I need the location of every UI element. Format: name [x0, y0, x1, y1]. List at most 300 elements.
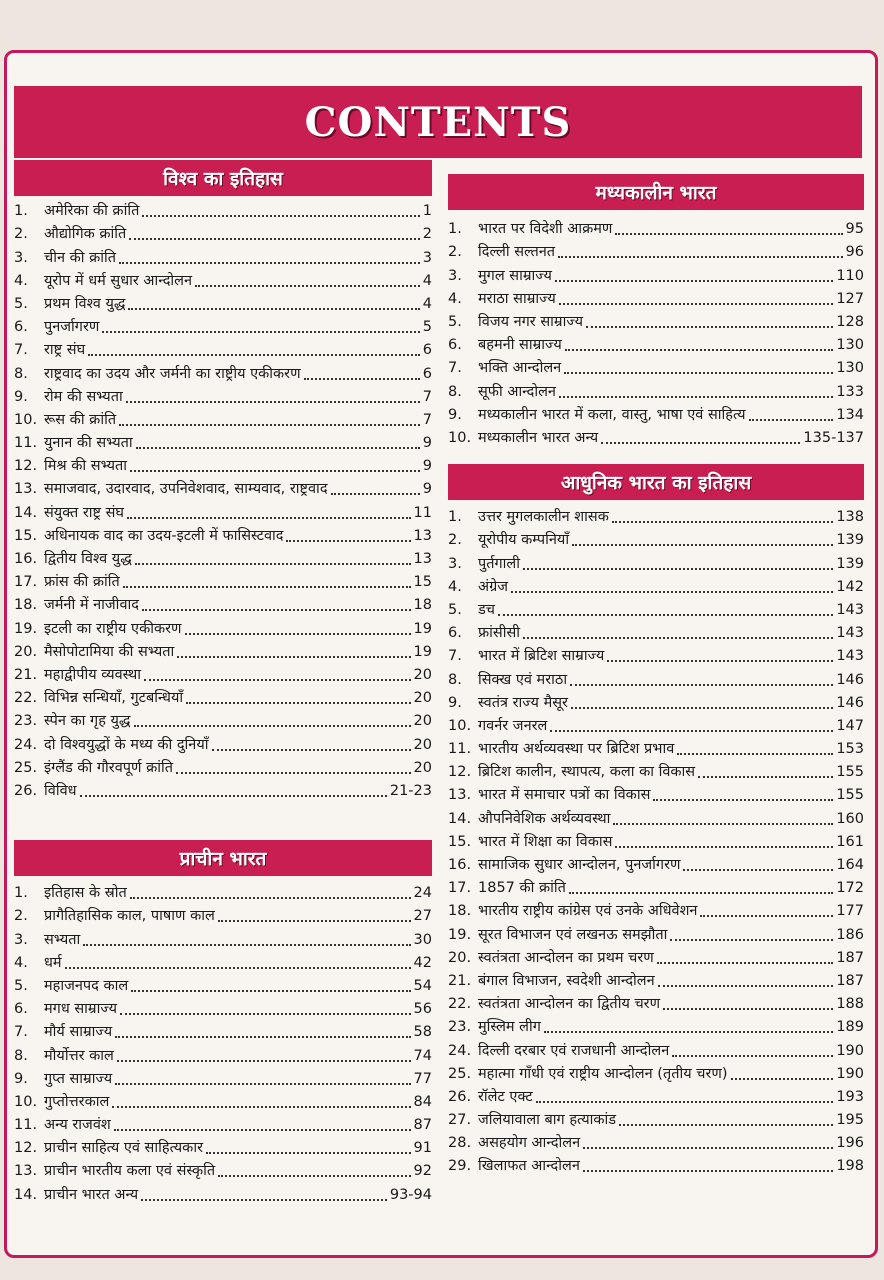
entry-page: 9 [422, 435, 432, 452]
entry-page: 130 [836, 337, 864, 354]
entry-number: 19. [14, 620, 38, 637]
entry-title: गुप्त साम्राज्य [44, 1070, 113, 1087]
entry-page: 127 [836, 290, 864, 307]
entry-number: 13. [14, 1163, 38, 1180]
entry-page: 187 [836, 972, 864, 989]
entry-number: 9. [448, 406, 462, 423]
dot-leader [120, 1013, 410, 1015]
entry-number: 8. [14, 1047, 28, 1064]
entry-title: भारत पर विदेशी आक्रमण [478, 221, 613, 238]
dot-leader [583, 1147, 833, 1149]
dot-leader [536, 1101, 834, 1103]
entry-number: 22. [14, 690, 38, 707]
entry-page: 77 [413, 1070, 432, 1087]
entry-page: 142 [836, 578, 864, 595]
entry-title: दिल्ली दरबार एवं राजधानी आन्दोलन [478, 1042, 670, 1059]
entry-page: 146 [836, 694, 864, 711]
toc-entry [14, 952, 432, 975]
toc-entry [14, 687, 432, 710]
entry-title: संयुक्त राष्ट्र संघ [44, 504, 124, 521]
entry-page: 146 [836, 671, 864, 688]
entry-title: मौर्य साम्राज्य [44, 1024, 113, 1041]
entry-number: 11. [448, 741, 472, 758]
entry-number: 1. [448, 509, 462, 526]
entry-title: बहमनी साम्राज्य [478, 337, 562, 354]
entry-page: 9 [422, 481, 432, 498]
toc-entry [448, 1039, 864, 1062]
entry-title: पुनर्जागरण [44, 319, 100, 336]
entry-title: रोम की सभ्यता [44, 388, 123, 405]
toc-entry [448, 334, 864, 357]
entry-number: 16. [448, 857, 472, 873]
entry-title: फ्रांसीसी [478, 625, 521, 642]
entry-title: प्रागैतिहासिक काल, पाषाण काल [44, 908, 215, 925]
entry-page: 21-23 [389, 782, 432, 799]
entry-number: 10. [448, 717, 472, 734]
dot-leader [127, 517, 411, 519]
entry-number: 1. [448, 221, 462, 238]
entry-title: मिश्र की सभ्यता [44, 458, 128, 475]
dot-leader [700, 915, 833, 917]
toc-entry [14, 386, 432, 409]
entry-number: 10. [14, 411, 38, 428]
entry-number: 12. [14, 458, 38, 475]
entry-title: समाजवाद, उदारवाद, उपनिवेशवाद, साम्यवाद, राष्ट्रवाद [44, 481, 328, 498]
entry-title: ब्रिटिश कालीन, स्थापत्य, कला का विकास [478, 764, 696, 781]
entry-page: 6 [422, 342, 432, 359]
dot-leader [126, 401, 420, 403]
contents-banner [14, 86, 862, 158]
entry-number: 7. [14, 1024, 28, 1041]
dot-leader [129, 238, 419, 240]
entry-page: 13 [413, 527, 432, 544]
dot-leader [544, 1031, 833, 1033]
dot-leader [658, 985, 834, 987]
entry-number: 2. [14, 908, 28, 925]
dot-leader [195, 285, 420, 287]
dot-leader [565, 349, 834, 351]
entry-page: 188 [836, 996, 864, 1013]
entry-page: 54 [413, 977, 432, 994]
entry-title: विभिन्न सन्धियाँ, गुटबन्धियाँ [44, 690, 184, 707]
toc-entry [14, 641, 432, 664]
entry-title: मराठा साम्राज्य [478, 290, 556, 307]
entry-page: 4 [422, 272, 432, 289]
entry-title: गवर्नर जनरल [478, 717, 548, 734]
entry-page: 93-94 [389, 1186, 432, 1203]
entry-number: 12. [448, 764, 472, 781]
entry-title: द्वितीय विश्व युद्ध [44, 551, 132, 567]
entry-page: 160 [836, 810, 864, 827]
entry-page: 172 [836, 880, 864, 897]
entry-number: 15. [14, 527, 38, 544]
toc-entry [14, 200, 432, 223]
entry-title: विविध [44, 782, 77, 799]
entry-title: रूस की क्रांति [44, 411, 117, 428]
dot-leader [176, 772, 411, 774]
toc-entry [14, 1044, 432, 1067]
entry-page: 20 [413, 666, 432, 683]
entry-page: 30 [413, 931, 432, 948]
entry-page: 20 [413, 736, 432, 753]
toc-entry [14, 975, 432, 998]
entry-title: 1857 की क्रांति [478, 880, 566, 897]
entry-number: 3. [14, 931, 28, 948]
entry-page: 164 [836, 857, 864, 873]
entry-number: 10. [448, 429, 472, 446]
toc-entry [14, 501, 432, 524]
section-items-medieval-india [448, 218, 864, 450]
dot-leader [212, 749, 411, 751]
toc-entry [14, 733, 432, 756]
entry-title: यूरोपीय कम्पनियाँ [478, 532, 570, 549]
dot-leader [523, 637, 833, 639]
entry-number: 23. [14, 713, 38, 730]
entry-number: 21. [14, 666, 38, 683]
entry-page: 11 [413, 504, 432, 521]
dot-leader [569, 892, 833, 894]
entry-title: जलियावाला बाग हत्याकांड [478, 1112, 617, 1129]
entry-page: 195 [836, 1112, 864, 1129]
entry-number: 6. [448, 625, 462, 642]
entry-title: मध्यकालीन भारत में कला, वास्तु, भाषा एवं साहित्य [478, 406, 746, 423]
entry-number: 9. [448, 694, 462, 711]
toc-entry [448, 900, 864, 923]
entry-number: 2. [448, 244, 462, 261]
entry-page: 143 [836, 601, 864, 618]
dot-leader [570, 684, 833, 686]
dot-leader [558, 256, 843, 258]
dot-leader [131, 990, 410, 992]
entry-page: 133 [836, 383, 864, 400]
entry-number: 11. [14, 1117, 38, 1134]
dot-leader [619, 1124, 833, 1126]
entry-title: जर्मनी में नाजीवाद [44, 597, 139, 614]
dot-leader [177, 656, 410, 658]
entry-number: 7. [448, 360, 462, 377]
entry-number: 9. [14, 388, 28, 405]
toc-entry [14, 1021, 432, 1044]
toc-entry [448, 311, 864, 334]
entry-title: विजय नगर साम्राज्य [478, 313, 584, 330]
toc-entry [14, 1160, 432, 1183]
toc-entry [448, 668, 864, 691]
section-items-world-history [14, 200, 432, 803]
entry-page: 7 [422, 411, 432, 428]
entry-number: 14. [448, 810, 472, 827]
dot-leader [185, 633, 411, 635]
section-header-ancient-india [14, 840, 432, 876]
entry-page: 190 [836, 1042, 864, 1059]
entry-number: 18. [448, 903, 472, 920]
dot-leader [612, 521, 833, 523]
entry-page: 130 [836, 360, 864, 377]
entry-title: मैसोपोटामिया की सभ्यता [44, 643, 175, 660]
toc-entry [448, 552, 864, 575]
entry-title: भक्ति आन्दोलन [478, 360, 562, 377]
entry-page: 2 [422, 226, 432, 243]
entry-title: प्राचीन भारतीय कला एवं संस्कृति [44, 1163, 216, 1180]
entry-number: 25. [14, 759, 38, 776]
dot-leader [731, 1078, 834, 1080]
entry-title: औद्योगिक क्रांति [44, 226, 127, 243]
dot-leader [134, 725, 411, 727]
dot-leader [572, 544, 833, 546]
entry-page: 4 [422, 295, 432, 312]
entry-title: मुस्लिम लीग [478, 1019, 541, 1036]
entry-page: 19 [413, 643, 432, 660]
dot-leader [564, 372, 833, 374]
entry-page: 9 [422, 458, 432, 475]
section-heading: आधुनिक भारत का इतिहास [560, 472, 752, 494]
entry-title: डच [478, 601, 495, 618]
dot-leader [136, 447, 420, 449]
entry-number: 13. [448, 787, 472, 804]
entry-number: 20. [14, 643, 38, 660]
toc-entry [448, 506, 864, 529]
toc-entry [448, 738, 864, 761]
entry-number: 11. [14, 435, 38, 452]
entry-title: महाजनपद काल [44, 977, 129, 994]
entry-number: 4. [14, 272, 28, 289]
entry-title: प्राचीन भारत अन्य [44, 1186, 139, 1203]
entry-number: 17. [14, 574, 38, 591]
entry-title: अन्य राजवंश [44, 1117, 111, 1134]
dot-leader [331, 493, 420, 495]
dot-leader [114, 1129, 411, 1131]
entry-page: 74 [413, 1047, 432, 1064]
toc-entry [448, 645, 864, 668]
entry-page: 20 [413, 713, 432, 730]
entry-title: गुप्तोत्तरकाल [44, 1093, 110, 1110]
entry-number: 12. [14, 1140, 38, 1157]
entry-number: 19. [448, 926, 472, 943]
dot-leader [555, 280, 833, 282]
entry-number: 20. [448, 949, 472, 966]
toc-entry [448, 1132, 864, 1155]
entry-number: 4. [14, 954, 28, 971]
entry-number: 10. [14, 1093, 38, 1110]
toc-entry [14, 362, 432, 385]
entry-title: मुगल साम्राज्य [478, 267, 552, 284]
entry-number: 17. [448, 880, 472, 897]
dot-leader [653, 799, 833, 801]
entry-number: 14. [14, 504, 38, 521]
entry-page: 128 [836, 313, 864, 330]
entry-title: इतिहास के स्रोत [44, 885, 127, 902]
dot-leader [586, 326, 833, 328]
toc-entry [448, 622, 864, 645]
entry-title: अंग्रेज [478, 578, 509, 595]
toc-entry [14, 455, 432, 478]
entry-number: 23. [448, 1019, 472, 1036]
entry-title: सूरत विभाजन एवं लखनऊ समझौता [478, 926, 668, 943]
entry-number: 2. [448, 532, 462, 549]
dot-leader [663, 1008, 833, 1010]
toc-entry [14, 270, 432, 293]
entry-number: 3. [448, 555, 462, 572]
entry-number: 5. [14, 977, 28, 994]
entry-title: राष्ट्र संघ [44, 342, 86, 359]
dot-leader [218, 920, 411, 922]
entry-title: सिक्ख एवं मराठा [478, 671, 568, 688]
entry-title: भारत में ब्रिटिश साम्राज्य [478, 648, 605, 665]
entry-title: युनान की सभ्यता [44, 435, 133, 452]
entry-number: 3. [448, 267, 462, 284]
entry-number: 28. [448, 1135, 472, 1152]
dot-leader [498, 614, 833, 616]
toc-entry [14, 432, 432, 455]
entry-number: 6. [448, 337, 462, 354]
entry-title: इंग्लैंड की गौरवपूर्ण क्रांति [44, 759, 174, 776]
entry-title: दिल्ली सल्तनत [478, 244, 556, 261]
dot-leader [698, 776, 833, 778]
dot-leader [80, 795, 387, 797]
entry-title: इटली का राष्ट्रीय एकीकरण [44, 620, 182, 637]
toc-entry [448, 357, 864, 380]
entry-page: 198 [836, 1158, 864, 1175]
entry-number: 8. [448, 383, 462, 400]
entry-number: 26. [14, 782, 38, 799]
entry-page: 13 [413, 551, 432, 567]
dot-leader [550, 730, 833, 732]
dot-leader [112, 1106, 410, 1108]
toc-entry [448, 404, 864, 427]
toc-entry [448, 288, 864, 311]
entry-page: 155 [836, 764, 864, 781]
entry-page: 84 [413, 1093, 432, 1110]
entry-title: असहयोग आन्दोलन [478, 1135, 581, 1152]
toc-entry [14, 293, 432, 316]
toc-entry [14, 664, 432, 687]
entry-title: महाद्वीपीय व्यवस्था [44, 666, 142, 683]
entry-number: 7. [14, 342, 28, 359]
entry-page: 95 [845, 221, 864, 238]
toc-entry [448, 1016, 864, 1039]
toc-entry [14, 710, 432, 733]
entry-number: 8. [14, 365, 28, 382]
entry-number: 15. [448, 833, 472, 850]
entry-page: 135-137 [803, 429, 864, 446]
entry-number: 4. [448, 290, 462, 307]
toc-entry [14, 525, 432, 548]
entry-page: 27 [413, 908, 432, 925]
entry-page: 91 [413, 1140, 432, 1157]
entry-page: 24 [413, 885, 432, 902]
dot-leader [142, 609, 411, 611]
entry-title: महात्मा गाँधी एवं राष्ट्रीय आन्दोलन (तृतीय चरण) [478, 1065, 728, 1082]
dot-leader [559, 303, 833, 305]
entry-title: स्पेन का गृह युद्ध [44, 713, 131, 730]
entry-page: 161 [836, 833, 864, 850]
entry-number: 21. [448, 972, 472, 989]
entry-page: 153 [836, 741, 864, 758]
entry-page: 139 [836, 532, 864, 549]
entry-number: 13. [14, 481, 38, 498]
entry-page: 155 [836, 787, 864, 804]
entry-page: 87 [413, 1117, 432, 1134]
toc-entry [448, 218, 864, 241]
toc-entry [448, 692, 864, 715]
toc-entry [14, 316, 432, 339]
entry-title: अधिनायक वाद का उदय-इटली में फासिस्टवाद [44, 527, 284, 544]
toc-entry [14, 409, 432, 432]
entry-page: 134 [836, 406, 864, 423]
entry-number: 29. [448, 1158, 472, 1175]
entry-number: 4. [448, 578, 462, 595]
dot-leader [115, 1036, 410, 1038]
section-header-modern-india [448, 464, 864, 500]
dot-leader [683, 869, 833, 871]
dot-leader [657, 962, 834, 964]
dot-leader [286, 540, 410, 542]
toc-entry [448, 784, 864, 807]
dot-leader [571, 707, 833, 709]
dot-leader [141, 1199, 387, 1201]
toc-entry [14, 1114, 432, 1137]
dot-leader [206, 1152, 411, 1154]
entry-page: 20 [413, 690, 432, 707]
entry-page: 20 [413, 759, 432, 776]
entry-page: 58 [413, 1024, 432, 1041]
entry-title: औपनिवेशिक अर्थव्यवस्था [478, 810, 611, 827]
dot-leader [117, 1060, 411, 1062]
toc-entry [448, 264, 864, 287]
entry-page: 3 [422, 249, 432, 266]
entry-title: स्वतंत्र राज्य मैसूर [478, 694, 568, 711]
entry-number: 6. [14, 319, 28, 336]
dot-leader [601, 442, 800, 444]
toc-entry [448, 1086, 864, 1109]
dot-leader [615, 846, 833, 848]
entry-title: उत्तर मुगलकालीन शासक [478, 509, 609, 526]
toc-entry [14, 571, 432, 594]
dot-leader [135, 563, 411, 565]
entry-number: 5. [448, 601, 462, 618]
dot-leader [119, 424, 420, 426]
dot-leader [615, 233, 842, 235]
entry-title: मौर्योत्तर काल [44, 1047, 114, 1064]
entry-page: 177 [836, 903, 864, 920]
entry-page: 147 [836, 717, 864, 734]
toc-entry [14, 246, 432, 269]
toc-entry [448, 947, 864, 970]
toc-entry [14, 548, 432, 571]
entry-page: 1 [422, 203, 432, 220]
entry-title: प्रथम विश्व युद्ध [44, 295, 126, 312]
entry-number: 3. [14, 249, 28, 266]
entry-page: 143 [836, 648, 864, 665]
dot-leader [511, 591, 833, 593]
dot-leader [583, 1170, 833, 1172]
entry-title: रॉलेट एक्ट [478, 1088, 533, 1105]
entry-title: स्वतंत्रता आन्दोलन का द्वितीय चरण [478, 996, 661, 1013]
entry-title: राष्ट्रवाद का उदय और जर्मनी का राष्ट्रीय एकीकरण [44, 365, 301, 382]
toc-entry [448, 877, 864, 900]
toc-entry [448, 599, 864, 622]
entry-title: सामाजिक सुधार आन्दोलन, पुनर्जागरण [478, 857, 681, 873]
toc-entry [14, 882, 432, 905]
dot-leader [142, 215, 419, 217]
entry-page: 15 [413, 574, 432, 591]
entry-title: पुर्तगाली [478, 555, 521, 572]
dot-leader [65, 967, 411, 969]
entry-title: फ्रांस की क्रांति [44, 574, 120, 591]
entry-number: 22. [448, 996, 472, 1013]
entry-page: 186 [836, 926, 864, 943]
toc-entry [448, 993, 864, 1016]
entry-page: 19 [413, 620, 432, 637]
